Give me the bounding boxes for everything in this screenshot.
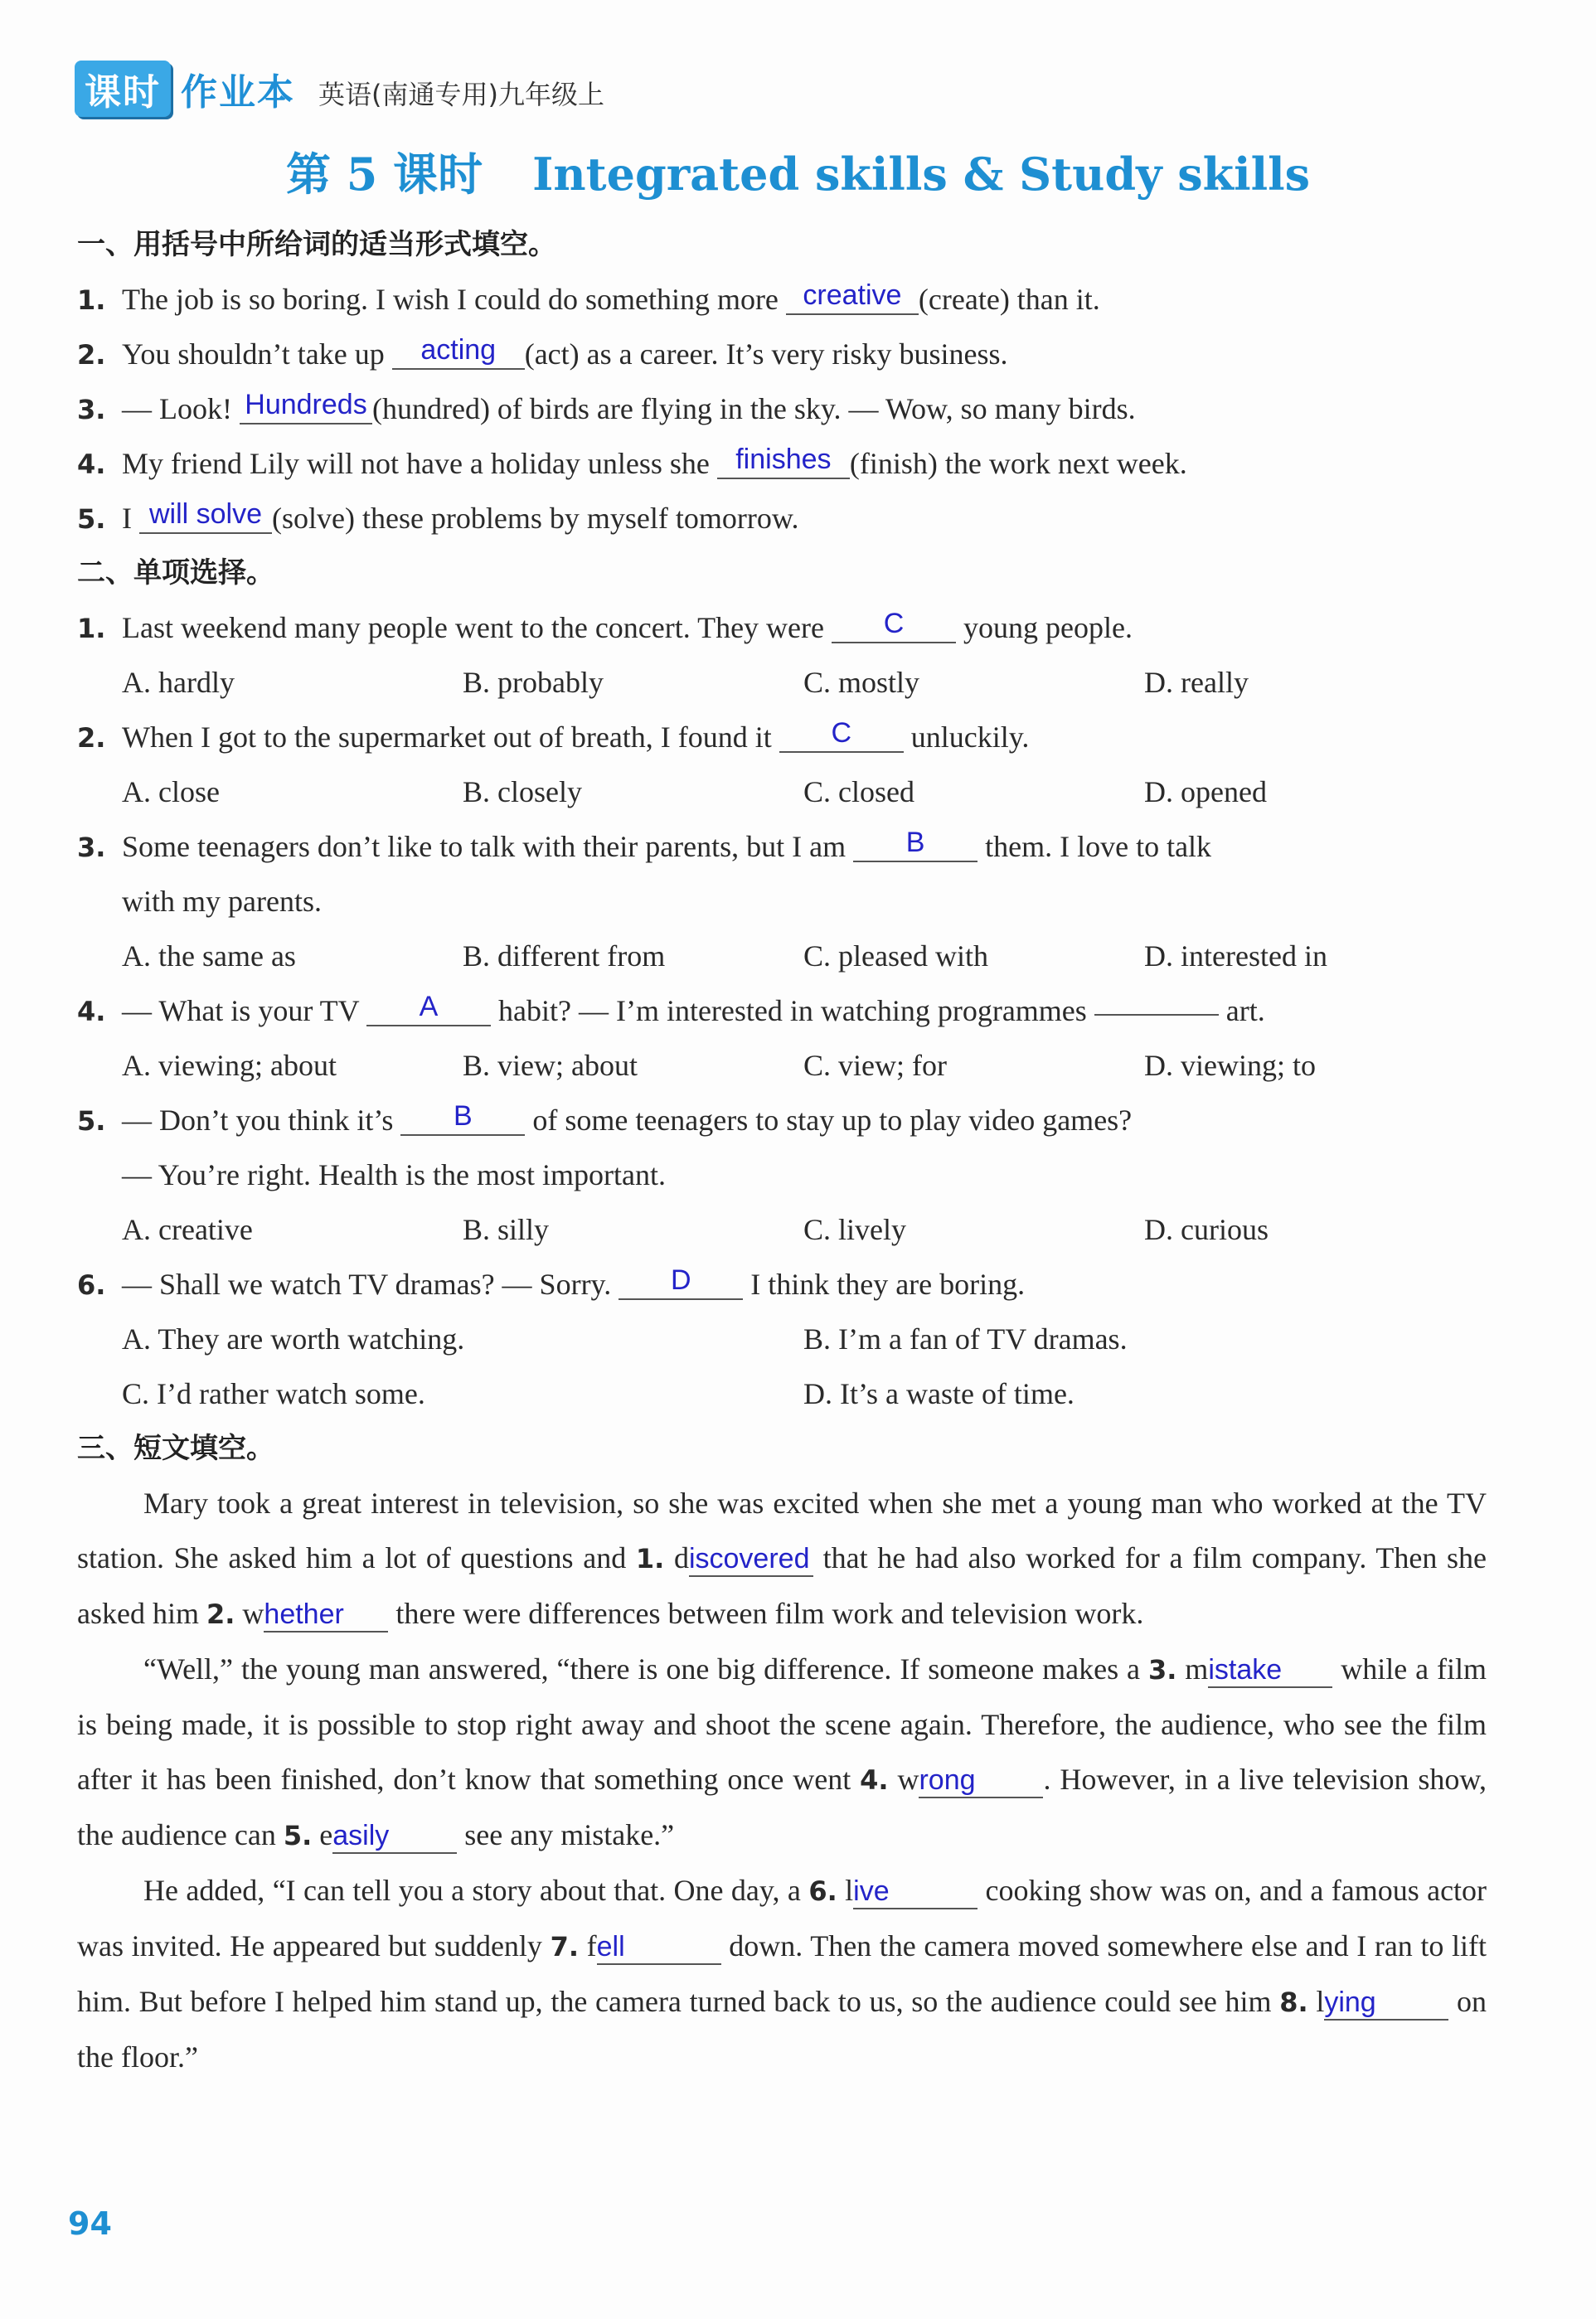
blank-first-letter: m [1185, 1652, 1209, 1686]
option-c[interactable]: C. lively [803, 1213, 906, 1246]
passage-paragraph-1 [77, 1476, 1487, 1642]
s2-options-3 [77, 929, 1487, 983]
option-a[interactable]: A. viewing; about [122, 1049, 337, 1082]
question-text: I [122, 502, 132, 535]
answer-blank[interactable]: C [779, 715, 904, 753]
s2-options-5 [77, 1202, 1487, 1257]
book-logo [75, 61, 295, 117]
question-text: — What is your TV [122, 994, 359, 1027]
answer-blank[interactable]: acting [392, 332, 525, 370]
s1-question-4 [77, 436, 1487, 491]
option-b[interactable]: B. silly [463, 1213, 550, 1246]
option-c[interactable]: C. closed [803, 775, 914, 808]
question-text: Last weekend many people went to the concert. They were [122, 611, 825, 644]
answer-blank[interactable]: creative [786, 277, 919, 315]
blank-first-letter: f [586, 1929, 597, 1962]
option-c[interactable]: C. I’d rather watch some. [122, 1377, 425, 1410]
option-c[interactable]: C. mostly [803, 666, 920, 699]
answer-blank[interactable]: D [619, 1262, 743, 1300]
s2-options-6-ab [77, 1312, 1487, 1366]
answer-blank[interactable]: B [400, 1098, 525, 1136]
answer-blank[interactable]: finishes [717, 441, 850, 479]
option-a[interactable]: A. the same as [122, 939, 296, 973]
blank-first-letter: e [319, 1818, 333, 1851]
question-text: The job is so boring. I wish I could do something more [122, 283, 779, 316]
s2-question-2 [77, 710, 1487, 764]
passage-blank-3[interactable]: istake [1208, 1653, 1332, 1688]
question-number: 3. [77, 394, 106, 425]
passage-text: that he had also worked for a film company. Then she asked him [77, 1541, 1487, 1630]
blank-number: 5. [283, 1820, 313, 1851]
blank-first-letter: d [673, 1541, 689, 1574]
s2-question-4 [77, 983, 1487, 1038]
answer-blank[interactable]: B [853, 824, 977, 862]
passage-text: . However, in a live television show, the audience can [77, 1763, 1487, 1851]
question-number: 1. [77, 284, 106, 316]
passage-blank-5[interactable]: asily [332, 1819, 457, 1854]
passage-blank-6[interactable]: ive [853, 1875, 977, 1909]
option-d[interactable]: D. opened [1144, 775, 1267, 808]
passage-text: there were differences between film work and television work. [395, 1597, 1144, 1630]
option-d[interactable]: D. really [1144, 666, 1249, 699]
s1-question-1 [77, 272, 1487, 327]
question-text: I think they are boring. [750, 1268, 1026, 1301]
passage-blank-4[interactable]: rong [919, 1764, 1043, 1798]
question-number: 6. [77, 1269, 106, 1301]
s1-question-5 [77, 491, 1487, 546]
option-a[interactable]: A. They are worth watching. [122, 1322, 465, 1356]
s2-options-4 [77, 1038, 1487, 1093]
section-2-title: 二、单项选择。 [77, 556, 274, 589]
question-text: (act) as a career. It’s very risky business. [524, 337, 1008, 371]
option-b[interactable]: B. I’m a fan of TV dramas. [803, 1322, 1128, 1356]
option-d[interactable]: D. curious [1144, 1213, 1269, 1246]
option-d[interactable]: D. viewing; to [1144, 1049, 1316, 1082]
question-number: 2. [77, 339, 106, 371]
s1-question-2 [77, 327, 1487, 381]
option-c[interactable]: C. pleased with [803, 939, 988, 973]
blank-first-letter: l [845, 1874, 854, 1907]
answer-blank[interactable]: will solve [139, 496, 272, 534]
option-a[interactable]: A. hardly [122, 666, 235, 699]
s2-question-5-reply: — You’re right. Health is the most important. [122, 1158, 666, 1191]
passage-text: down. Then the camera moved somewhere else and I ran to lift him. But before I helped him stand up, the camera turned back to us, so the audience could see him [77, 1929, 1487, 2018]
s2-question-3-cont: with my parents. [122, 885, 322, 918]
s2-options-2 [77, 764, 1487, 819]
passage-text: He added, “I can tell you a story about that. One day, a [143, 1874, 801, 1907]
question-text: them. I love to talk [985, 830, 1212, 863]
question-number: 1. [77, 613, 106, 644]
question-number: 3. [77, 832, 106, 863]
question-text: habit? — I’m interested in watching programmes [498, 994, 1087, 1027]
blank-first-letter: w [242, 1597, 264, 1630]
page-number: 94 [68, 2205, 112, 2242]
blank-number: 4. [860, 1764, 889, 1796]
passage-blank-2[interactable]: hether [264, 1598, 388, 1633]
question-text: — Don’t you think it’s [122, 1104, 394, 1137]
header-subtitle: 英语(南通专用)九年级上 [318, 79, 604, 110]
question-text: (solve) these problems by myself tomorrow. [272, 502, 799, 535]
option-b[interactable]: B. closely [463, 775, 582, 808]
page-header [75, 60, 604, 118]
option-b[interactable]: B. probably [463, 666, 604, 699]
answer-blank[interactable]: A [366, 988, 491, 1026]
question-number: 5. [77, 503, 106, 535]
option-c[interactable]: C. view; for [803, 1049, 947, 1082]
passage-text: “Well,” the young man answered, “there is one big difference. If someone makes a [143, 1652, 1140, 1686]
passage-paragraph-2 [77, 1642, 1487, 1863]
option-a[interactable]: A. creative [122, 1213, 253, 1246]
passage-blank-7[interactable]: ell [597, 1930, 721, 1965]
s2-question-6 [77, 1257, 1487, 1312]
s2-question-3 [77, 819, 1487, 874]
question-text: (finish) the work next week. [849, 447, 1187, 480]
option-b[interactable]: B. view; about [463, 1049, 638, 1082]
section-1-title: 一、用括号中所给词的适当形式填空。 [77, 228, 556, 261]
exercise-content [77, 217, 1487, 2084]
question-number: 2. [77, 722, 106, 754]
question-text: — Shall we watch TV dramas? — Sorry. [122, 1268, 612, 1301]
blank-number: 1. [635, 1543, 665, 1574]
question-number: 4. [77, 996, 106, 1027]
s2-question-5 [77, 1093, 1487, 1147]
option-a[interactable]: A. close [122, 775, 220, 808]
second-answer-blank[interactable] [1094, 1014, 1219, 1016]
passage-text: while a film is being made, it is possible to stop right away and shoot the scene again. Therefore, the audience, who see the film after it has been finished, don’t know that something once went [77, 1652, 1487, 1796]
question-text: unluckily. [910, 720, 1030, 754]
passage-text: cooking show was on, and a famous actor was invited. He appeared but suddenly [77, 1874, 1487, 1962]
blank-first-letter: l [1316, 1985, 1325, 2018]
passage-text: on the floor.” [77, 1985, 1487, 2074]
blank-number: 3. [1147, 1654, 1177, 1686]
answer-blank[interactable]: Hundreds [240, 386, 372, 425]
passage-blank-8[interactable]: ying [1324, 1986, 1448, 2021]
option-b[interactable]: B. different from [463, 939, 666, 973]
question-text: You shouldn’t take up [122, 337, 385, 371]
question-number: 5. [77, 1105, 106, 1137]
question-text: — Look! [122, 392, 232, 425]
passage-blank-1[interactable]: iscovered [689, 1542, 813, 1577]
s2-options-6-cd [77, 1366, 1487, 1421]
blank-first-letter: w [897, 1763, 919, 1796]
passage-text: Mary took a great interest in television, so she was excited when she met a young man who worked at the TV station. She asked him a lot of questions and [77, 1487, 1487, 1574]
logo-badge: 课时 [75, 61, 171, 117]
question-text: My friend Lily will not have a holiday unless she [122, 447, 710, 480]
question-text: (create) than it. [918, 283, 1100, 316]
blank-number: 2. [206, 1599, 235, 1630]
lesson-topic: Integrated skills & Study skills [532, 148, 1311, 201]
question-text: art. [1225, 994, 1265, 1027]
section-3-title: 三、短文填空。 [77, 1432, 274, 1465]
option-d[interactable]: D. It’s a waste of time. [803, 1377, 1075, 1410]
blank-number: 8. [1279, 1987, 1308, 2018]
question-text: of some teenagers to stay up to play video games? [532, 1104, 1133, 1137]
blank-number: 6. [808, 1875, 837, 1907]
s2-options-1 [77, 655, 1487, 710]
s1-question-3 [77, 381, 1487, 436]
question-text: When I got to the supermarket out of breath, I found it [122, 720, 772, 754]
passage-text: see any mistake.” [464, 1818, 675, 1851]
answer-blank[interactable]: C [832, 605, 956, 643]
question-number: 4. [77, 449, 106, 480]
passage-paragraph-3 [77, 1863, 1487, 2084]
lesson-title [0, 139, 1596, 203]
question-text: (hundred) of birds are flying in the sky. — Wow, so many birds. [371, 392, 1136, 425]
lesson-number: 第 5 课时 [285, 148, 483, 201]
logo-book-name: 作业本 [181, 71, 295, 114]
question-text: young people. [963, 611, 1133, 644]
blank-number: 7. [550, 1931, 579, 1962]
option-d[interactable]: D. interested in [1144, 939, 1327, 973]
s2-question-1 [77, 600, 1487, 655]
question-text: Some teenagers don’t like to talk with their parents, but I am [122, 830, 847, 863]
